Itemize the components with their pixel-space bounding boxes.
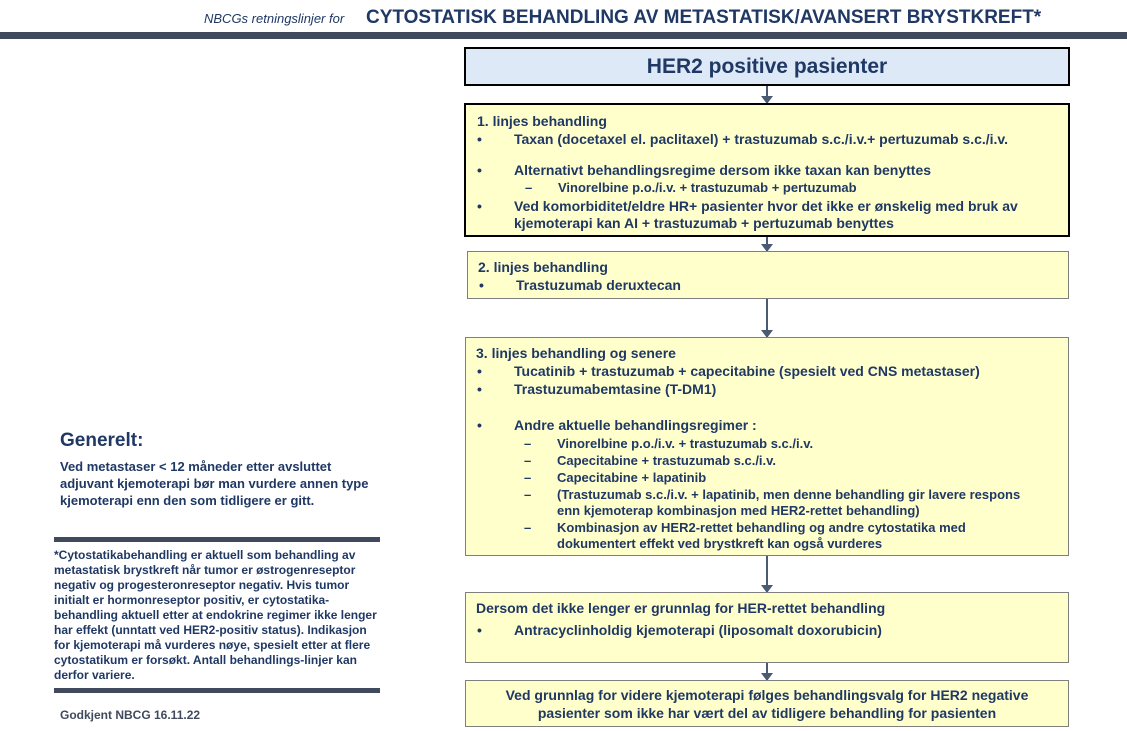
first-line-subitem: – Vinorelbine p.o./i.v. + trastuzumab + pertuzumab (558, 179, 857, 196)
third-line-item: • Tucatinib + trastuzumab + capecitabine (spesielt ved CNS metastaser) (514, 363, 980, 380)
first-line-item-continued: kjemoterapi kan AI + trastuzumab + pertuzumab benyttes (514, 215, 894, 231)
third-line-subitem: – Kombinasjon av HER2-rettet behandling og andre cytostatika med (557, 519, 966, 536)
first-line-item: • Ved komorbiditet/eldre HR+ pasienter hvor det ikke er ønskelig med bruk av (514, 198, 1018, 215)
final-box (465, 680, 1069, 727)
footnote-bottom-divider (54, 688, 380, 693)
third-line-box (465, 337, 1069, 556)
first-line-heading: 1. linjes behandling (477, 113, 607, 129)
third-line-item: • Trastuzumabemtasine (T-DM1) (514, 381, 716, 398)
arrow-down-icon (766, 299, 768, 337)
general-text: Ved metastaser < 12 måneder etter avsluttet adjuvant kjemoterapi bør man vurdere annen type kjemoterapi enn den som tidligere er gitt. (60, 459, 369, 508)
arrow-down-icon (766, 237, 768, 251)
second-line-box (467, 251, 1069, 299)
third-line-subitem: – (Trastuzumab s.c./i.v. + lapatinib, men denne behandling gir lavere respons (557, 486, 1020, 503)
third-line-subitem: – Capecitabine + lapatinib (557, 469, 706, 486)
general-title: Generelt: (60, 430, 144, 451)
arrow-down-icon (766, 663, 768, 680)
final-box-line: Ved grunnlag for videre kjemoterapi følges behandlingsvalg for HER2 negative (505, 687, 1029, 703)
first-line-item: • Taxan (docetaxel el. paclitaxel) + trastuzumab s.c./i.v.+ pertuzumab s.c./i.v. (514, 131, 1008, 148)
arrow-down-icon (766, 556, 768, 592)
third-line-heading: 3. linjes behandling og senere (476, 345, 676, 361)
second-line-item: • Trastuzumab deruxtecan (516, 277, 681, 294)
third-line-subitem: – Capecitabine + trastuzumab s.c./i.v. (557, 452, 776, 469)
header-subtitle: NBCGs retningslinjer for (204, 11, 345, 26)
main-title-box (464, 47, 1070, 86)
footnote-top-divider (54, 537, 380, 542)
fourth-line-box (465, 592, 1069, 663)
third-line-item: • Andre aktuelle behandlingsregimer : (514, 417, 757, 434)
approval-note: Godkjent NBCG 16.11.22 (60, 708, 201, 722)
header-title: CYTOSTATISK BEHANDLING AV METASTATISK/AVANSERT BRYSTKREFT* (366, 7, 1042, 28)
second-line-heading: 2. linjes behandling (478, 259, 608, 275)
arrow-down-icon (766, 86, 768, 103)
fourth-line-heading: Dersom det ikke lenger er grunnlag for HER-rettet behandling (476, 600, 886, 616)
third-line-subitem: – Vinorelbine p.o./i.v. + trastuzumab s.c./i.v. (557, 435, 813, 452)
final-box-line: pasienter som ikke har vært del av tidligere behandling for pasienten (537, 705, 997, 721)
first-line-item: • Alternativt behandlingsregime dersom ikke taxan kan benyttes (514, 162, 931, 179)
footnote-text: *Cytostatikabehandling er aktuell som behandling av metastatisk brystkreft når tumor er østrogenreseptor negativ og progesteronreseptor negativ. Hvis tumor initialt er hormonreseptor positiv, er cytostatika-behandling aktuell etter at endokrine regimer ikke lenger har effekt (unntatt ved HER2-positiv status). Indikasjon for kjemoterapi må vurderes nøye, spesielt etter at flere cytostatikum er forsøkt. Antall behandlings-linjer kan derfor variere. (54, 548, 377, 682)
third-line-subitem-continued: dokumentert effekt ved brystkreft kan også vurderes (557, 536, 883, 551)
header-divider (0, 32, 1127, 39)
fourth-line-item: • Antracyclinholdig kjemoterapi (liposomalt doxorubicin) (514, 622, 882, 639)
third-line-subitem-continued: enn kjemoterap kombinasjon med HER2-rettet behandling) (557, 503, 920, 518)
main-title: HER2 positive pasienter (646, 55, 888, 78)
first-line-box (464, 103, 1070, 237)
